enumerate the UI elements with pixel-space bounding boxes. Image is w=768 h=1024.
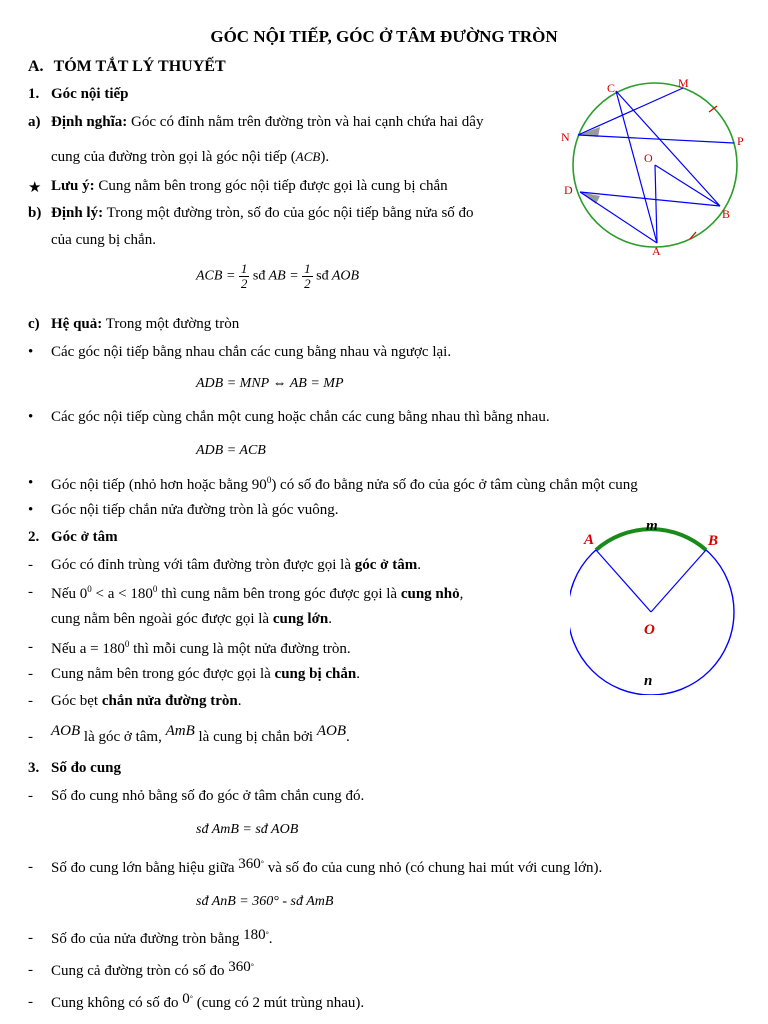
radius-oa <box>596 550 651 612</box>
section-a-heading <box>28 58 226 76</box>
label-o: O <box>644 151 653 165</box>
label-n: n <box>644 673 653 689</box>
corollary-text: Trong một đường tròn <box>105 316 240 332</box>
formula-minor-arc: sđ AmB = sđ AOB <box>196 822 299 837</box>
label-b: B <box>722 207 731 221</box>
label-n: N <box>561 130 570 144</box>
circle-outline <box>570 529 734 695</box>
section-1-number: 1. <box>28 86 40 102</box>
dash-marker: - <box>28 788 33 804</box>
definition-close: ). <box>320 149 330 165</box>
list-item <box>28 409 550 426</box>
fraction-half-2: $\frac{1}{2}$ <box>304 261 311 291</box>
bullet-icon: • <box>28 344 34 360</box>
corollary-marker: c) <box>28 316 40 332</box>
label-a: A <box>652 244 661 258</box>
list-item: - Số đo cung nhỏ bằng số đo góc ở tâm chắn cung đó. <box>28 788 365 804</box>
radius-ob <box>651 550 706 612</box>
angle-aob-symbol: AOB <box>51 723 81 739</box>
section-a-marker: A. <box>28 58 44 75</box>
formula-major-arc: sđ AnB = 360° - sđ AmB <box>196 894 334 909</box>
note-text: Cung nằm bên trong góc nội tiếp được gọi là cung bị chắn <box>98 178 448 194</box>
formula1-eq2: = <box>289 268 299 284</box>
list-item: - Số đo của nửa đường tròn bằng 180°. <box>28 927 273 947</box>
label-d: D <box>564 183 573 197</box>
list-item: - Nếu $a = 180^0$ thì mỗi cung là một nửa đường tròn. <box>28 639 351 657</box>
label-o: O <box>644 622 655 638</box>
bullet-icon: • <box>28 475 34 491</box>
star-icon: ★ <box>28 180 42 196</box>
formula-same-arc: ADB = ACB <box>196 443 266 458</box>
label-b: B <box>708 533 719 549</box>
dash-marker: - <box>28 994 33 1010</box>
chord-db <box>580 192 720 206</box>
inscribed-angle-diagram <box>552 75 752 260</box>
dash-marker: - <box>28 930 33 946</box>
formula1-rhs: AOB <box>331 268 360 284</box>
bullet-text-1: Các góc nội tiếp bằng nhau chắn các cung bằng nhau và ngược lại. <box>51 344 452 360</box>
theorem-term: Định lý: <box>51 205 104 221</box>
section-3-label: Số đo cung <box>51 760 122 776</box>
list-item <box>28 502 339 519</box>
definition-term: Định nghĩa: <box>51 114 128 130</box>
theorem-text-2: của cung bị chắn. <box>51 232 156 248</box>
dash-marker: - <box>28 584 33 600</box>
bullet-icon: • <box>28 502 34 518</box>
section-1-label: Góc nội tiếp <box>51 86 129 102</box>
label-m: M <box>678 76 689 90</box>
formula1-eq: = <box>225 268 236 284</box>
formula1-arc: AB <box>268 268 286 284</box>
section-2-number: 2. <box>28 529 40 545</box>
bullet-icon: • <box>28 409 34 425</box>
definition-text-2: cung của đường tròn gọi là góc nội tiếp ( <box>51 149 296 165</box>
definition-marker: a) <box>28 114 41 130</box>
formula1-sd: sđ <box>252 268 266 284</box>
dash-marker: - <box>28 859 33 875</box>
dash-marker: - <box>28 729 33 745</box>
angle-acb-symbol: ACB <box>295 149 321 164</box>
label-c: C <box>607 81 616 95</box>
fraction-half-1: $\frac{1}{2}$ <box>240 261 248 291</box>
label-m: m <box>646 518 658 534</box>
chord-np <box>578 135 734 143</box>
list-item: - Số đo cung lớn bằng hiệu giữa 360° và số đo của cung nhỏ (có chung hai mút với cung lớn). <box>28 856 603 876</box>
page-title: GÓC NỘI TIẾP, GÓC Ở TÂM ĐƯỜNG TRÒN <box>210 27 558 46</box>
list-item <box>28 475 638 493</box>
section-a-label: TÓM TẮT LÝ THUYẾT <box>53 58 226 75</box>
bullet-text-3: Góc nội tiếp (nhỏ hơn hoặc bằng $90^0$) có số đo bằng nửa số đo của góc ở tâm cùng chắn một cung <box>51 475 638 493</box>
corollary-term: Hệ quả: <box>51 316 103 332</box>
note-line <box>28 178 448 197</box>
formula1-lhs: ACB <box>196 268 223 284</box>
corollary-line <box>28 316 240 333</box>
section-2-label: Góc ở tâm <box>51 529 118 545</box>
angle-aob-symbol-2: AOB <box>316 723 347 739</box>
list-item: - Góc bẹt chắn nửa đường tròn. <box>28 693 242 709</box>
list-item: - Cung nằm bên trong góc được gọi là cung bị chắn. <box>28 666 360 682</box>
note-term: Lưu ý: <box>51 178 95 194</box>
dash-marker: - <box>28 639 33 655</box>
label-a: A <box>584 532 595 548</box>
radius-ob <box>655 165 720 206</box>
dash-marker: - <box>28 666 33 682</box>
theorem-text-1: Trong một đường tròn, số đo của góc nội tiếp bằng nửa số đo <box>106 205 474 221</box>
bullet-text-2: Các góc nội tiếp cùng chắn một cung hoặc chắn các cung bằng nhau thì bằng nhau. <box>51 409 550 425</box>
dash-marker: - <box>28 693 33 709</box>
theorem-line-1 <box>28 205 474 222</box>
list-item: - Góc có đỉnh trùng với tâm đường tròn được gọi là góc ở tâm. <box>28 557 421 573</box>
definition-line-1 <box>28 114 484 131</box>
label-p: P <box>737 134 744 148</box>
dash-marker: - <box>28 557 33 573</box>
definition-text-1: Góc có đỉnh nằm trên đường tròn và hai cạnh chứa hai dây <box>131 114 484 130</box>
list-item <box>28 344 452 361</box>
section-3-number: 3. <box>28 760 40 776</box>
theorem-marker: b) <box>28 205 42 221</box>
bullet-text-4: Góc nội tiếp chắn nửa đường tròn là góc vuông. <box>51 502 339 518</box>
definition-line-2 <box>51 149 329 166</box>
list-item-continuation: cung nằm bên ngoài góc được gọi là cung lớn. <box>51 611 333 627</box>
list-item: - Cung không có số đo 0° (cung có 2 mút trùng nhau). <box>28 991 365 1011</box>
arc-amb-symbol: AmB <box>165 723 195 739</box>
list-item: - Cung cả đường tròn có số đo 360° <box>28 959 254 979</box>
section-3-heading <box>28 760 122 777</box>
dash-marker: - <box>28 962 33 978</box>
formula-equal-angles: ADB = MNP ⇔ AB = MP <box>196 376 344 391</box>
central-angle-diagram <box>570 515 750 695</box>
section-2-heading <box>28 529 118 546</box>
section-1-heading <box>28 86 129 103</box>
list-item: - AOB là góc ở tâm, AmB là cung bị chắn bởi AOB. <box>28 723 350 745</box>
radius-oa <box>655 165 657 243</box>
list-item: - Nếu $0^0 < a < 180^0$ thì cung nằm bên trong góc được gọi là cung nhỏ, <box>28 584 464 602</box>
formula1-sd2: sđ <box>316 268 329 284</box>
formula-inscribed-angle <box>196 262 359 291</box>
